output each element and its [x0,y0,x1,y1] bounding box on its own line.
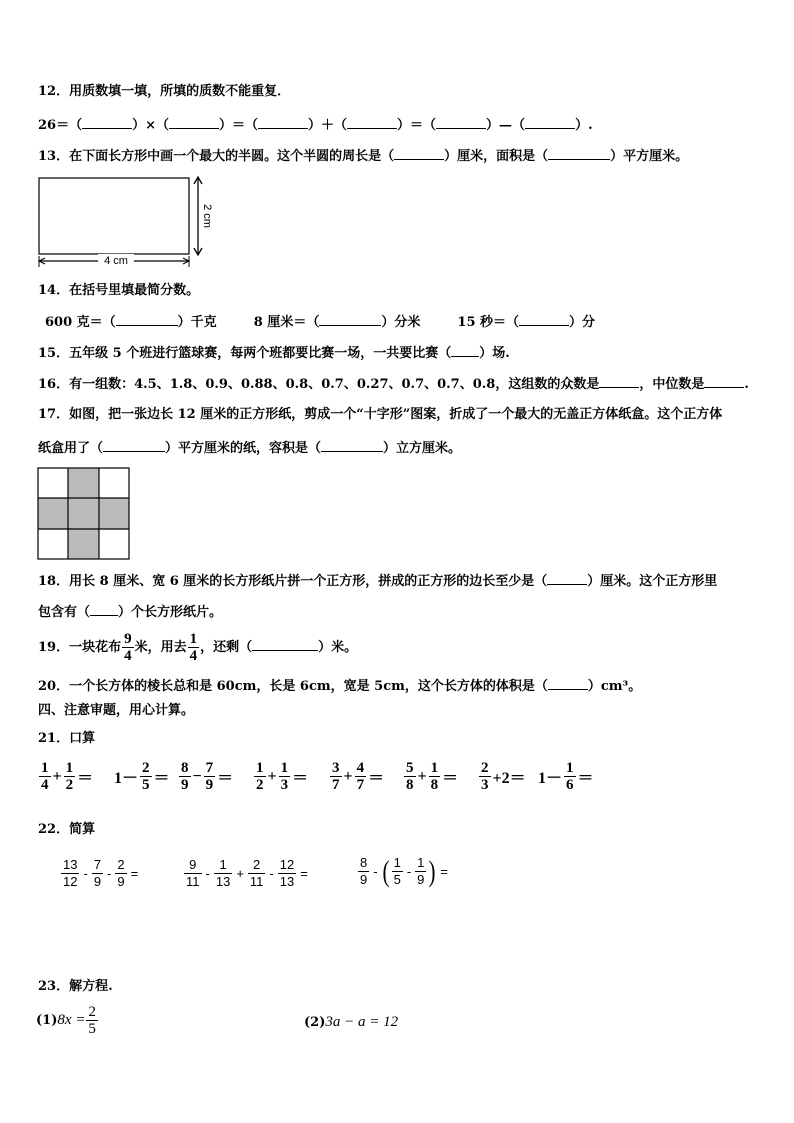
q22-title: 22．简算 [38,822,96,837]
oral-calc-item: 1－ $\frac{2}{5}$ ＝ [114,760,170,793]
q18-text-line2: 包含有（ ）个长方形纸片。 [38,605,223,620]
q19-text: 19．一块花布 $\frac{9}{4}$ 米，用去 $\frac{1}{4}$ ，还剩（ ）米。 [38,631,358,664]
answer-blank[interactable] [525,116,575,129]
rectangle-figure [30,172,220,268]
equation-1: (1) 8x = $\frac{2}{5}$ [36,1004,96,1037]
q17-text-line2: 纸盒用了（ ）平方厘米的纸，容积是（ ）立方厘米。 [38,441,462,456]
answer-blank[interactable] [321,439,383,452]
answer-blank[interactable] [599,375,639,388]
q15-text: 15．五年级 5 个班进行篮球赛，每两个班都要比赛一场，一共要比赛（ ）场. [38,346,510,361]
answer-blank[interactable] [436,116,486,129]
simplify-expr-1: $\frac{13}{12}$ - $\frac{7}{9}$ - $\frac{2}{9}$ = [63,857,139,889]
q14-title: 14．在括号里填最简分数。 [38,283,200,298]
rectangle-shape [39,178,189,254]
answer-blank[interactable] [90,603,118,616]
q14-items: 600 克＝（ ）千克 8 厘米＝（ ）分米 15 秒＝（ ）分 [45,315,596,330]
answer-blank[interactable] [82,116,132,129]
q17-text-line1: 17．如图，把一张边长 12 厘米的正方形纸，剪成一个“十字形”图案，折成了一个最大的无盖正方体纸盒。这个正方体 [38,407,723,422]
answer-blank[interactable] [547,572,587,585]
oral-calc-item: 1－ $\frac{1}{6}$ ＝ [538,760,594,793]
equation-2: (2) 3a − a = 12 [304,1014,399,1030]
oral-calc-item: $\frac{5}{8}$ + $\frac{1}{8}$ ＝ [406,760,459,793]
oral-calc-item: $\frac{2}{3}$ +2＝ [481,760,526,793]
answer-blank[interactable] [347,116,397,129]
q12-title: 12．用质数填一填，所填的质数不能重复． [38,84,291,99]
q20-text: 20．一个长方体的棱长总和是 60cm，长是 6cm，宽是 5cm，这个长方体的体积是（ ）cm³。 [38,679,642,694]
cross-shape-figure [37,467,131,561]
oral-calc-item: $\frac{1}{2}$ + $\frac{1}{3}$ ＝ [256,760,309,793]
answer-blank[interactable] [319,313,381,326]
section-heading: 四、注意审题，用心计算。 [38,703,195,718]
answer-blank[interactable] [103,439,165,452]
oral-calc-item: $\frac{1}{4}$ + $\frac{1}{2}$ ＝ [41,760,94,793]
q16-text: 16．有一组数：4.5、1.8、0.9、0.88、0.8、0.7、0.27、0.7、0.7、0.8，这组数的众数是 ，中位数是 . [38,377,749,392]
answer-blank[interactable] [252,638,318,651]
answer-blank[interactable] [116,313,178,326]
height-label: 2 cm [201,204,213,228]
answer-blank[interactable] [548,147,610,160]
q21-title: 21．口算 [38,731,96,746]
simplify-expr-3: $\frac{8}{9}$ - ( $\frac{1}{5}$ - $\frac{1}{9}$ ) = [360,854,448,888]
q23-title: 23．解方程. [38,979,113,994]
answer-blank[interactable] [451,344,479,357]
answer-blank[interactable] [394,147,444,160]
answer-blank[interactable] [169,116,219,129]
answer-blank[interactable] [519,313,569,326]
q18-text-line1: 18．用长 8 厘米、宽 6 厘米的长方形纸片拼一个正方形，拼成的正方形的边长至少是（ ）厘米。这个正方形里 [38,574,718,589]
width-label: 4 cm [104,255,128,267]
answer-blank[interactable] [704,375,744,388]
oral-calc-item: $\frac{3}{7}$ + $\frac{4}{7}$ ＝ [332,760,385,793]
answer-blank[interactable] [258,116,308,129]
simplify-expr-2: $\frac{9}{11}$ - $\frac{1}{13}$ + $\frac{2}{11}$ - $\frac{12}{13}$ = [186,857,308,889]
q13-text: 13．在下面长方形中画一个最大的半圆。这个半圆的周长是（ ）厘米，面积是（ ）平方厘米。 [38,149,689,164]
oral-calc-item: $\frac{8}{9}$ − $\frac{7}{9}$ ＝ [181,760,234,793]
answer-blank[interactable] [548,677,588,690]
q12-equation: 26＝（ ）×（ ）＝（ ）＋（ ）＝（ ）—（ ）. [38,118,593,133]
